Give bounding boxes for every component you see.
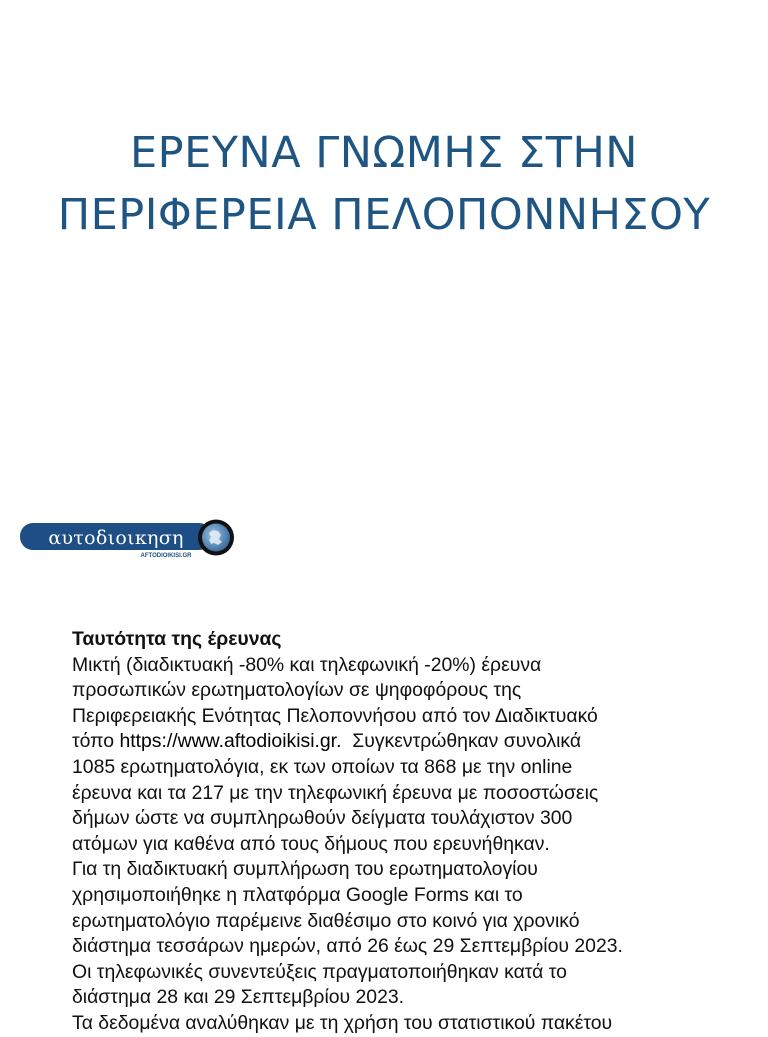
- title-line-2: ΠΕΡΙΦΕΡΕΙΑ ΠΕΛΟΠΟΝΝΗΣΟΥ: [57, 190, 711, 240]
- identity-line: 1085 ερωτηματολόγια, εκ των οποίων τα 868 με την online: [72, 755, 573, 778]
- identity-line: Περιφερειακής Ενότητας Πελοποννήσου από τον Διαδικτυακό: [72, 704, 598, 727]
- title-line-1: ΕΡΕΥΝΑ ΓΝΩΜΗΣ ΣΤΗΝ: [130, 128, 638, 178]
- identity-heading: Ταυτότητα της έρευνας: [72, 628, 282, 650]
- identity-line: Οι τηλεφωνικές συνεντεύξεις πραγματοποιήθηκαν κατά το: [72, 960, 567, 983]
- logo-wordmark: αυτοδιοικηση: [48, 527, 184, 549]
- aftodioikisi-logo: [18, 514, 240, 564]
- identity-line: Τα δεδομένα αναλύθηκαν με τη χρήση του στατιστικού πακέτου: [72, 1011, 613, 1034]
- identity-line: χρησιμοποιήθηκε η πλατφόρμα Google Forms και το: [72, 883, 523, 906]
- identity-line: διάστημα 28 και 29 Σεπτεμβρίου 2023.: [72, 986, 405, 1009]
- logo-domain: AFTODIOIKISI.GR: [140, 553, 192, 559]
- source-url-link[interactable]: https://www.aftodioikisi.gr.: [119, 730, 342, 753]
- page-title: [0, 122, 768, 246]
- survey-identity: [72, 627, 692, 1037]
- identity-line: Μικτή (διαδικτυακή -80% και τηλεφωνική -20%) έρευνα: [72, 653, 542, 676]
- identity-line: έρευνα και τα 217 με την τηλεφωνική έρευνα με ποσοστώσεις: [72, 781, 599, 804]
- identity-line: ερωτηματολόγιο παρέμεινε διαθέσιμο στο κοινό για χρονικό: [72, 909, 580, 932]
- identity-line-with-url: τόπο https://www.aftodioikisi.gr. Συγκεντρώθηκαν συνολικά: [72, 730, 582, 753]
- identity-line: δήμων ώστε να συμπληρωθούν δείγματα τουλάχιστον 300: [72, 807, 573, 830]
- identity-line: ατόμων για καθένα από τους δήμους που ερευνήθηκαν.: [72, 832, 550, 855]
- identity-line: διάστημα τεσσάρων ημερών, από 26 έως 29 Σεπτεμβρίου 2023.: [72, 935, 623, 958]
- identity-line: Για τη διαδικτυακή συμπλήρωση του ερωτηματολογίου: [72, 858, 538, 881]
- identity-line: προσωπικών ερωτηματολογίων σε ψηφοφόρους της: [72, 679, 522, 702]
